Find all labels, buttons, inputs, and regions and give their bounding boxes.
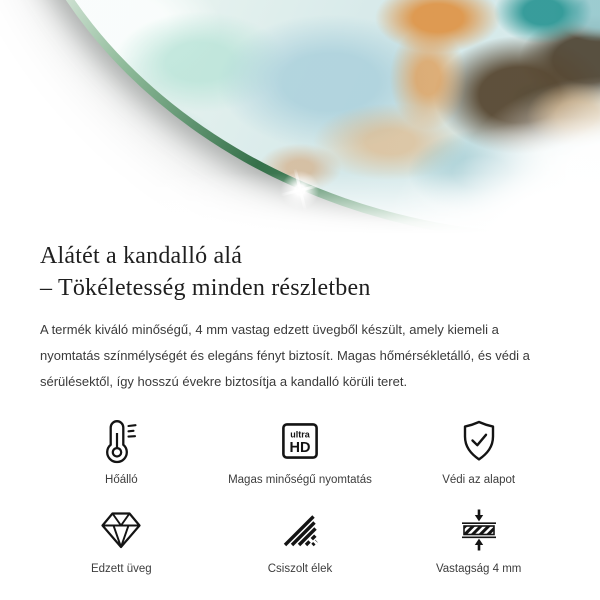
diamond-icon	[99, 506, 143, 554]
shield-check-icon	[459, 417, 499, 465]
product-photo	[0, 0, 600, 234]
feature-heat-resistant	[32, 417, 211, 486]
polished-edge-icon	[280, 506, 320, 554]
feature-label: Védi az alapot	[442, 474, 516, 486]
product-description: A termék kiváló minőségű, 4 mm vastag edzett üvegből készült, amely kiemeli a nyomtatás színmélységét és elegáns fényt biztosít. Magas hőmérsékletálló, és védi a sérülésektől, így hosszú évekre biztosítja a kandalló körüli teret.	[40, 322, 530, 389]
feature-label: Vastagság 4 mm	[435, 563, 522, 575]
feature-label: Csiszolt élek	[267, 563, 333, 575]
svg-text:HD: HD	[289, 440, 311, 456]
feature-label: Magas minőségű nyomtatás	[228, 474, 372, 486]
feature-label: Hőálló	[105, 474, 138, 486]
feature-thickness	[389, 506, 568, 575]
text-content	[0, 240, 600, 395]
title-line-2: – Tökéletesség minden részletben	[40, 275, 371, 301]
svg-text:ultra: ultra	[290, 429, 310, 440]
title-line-1: Alátét a kandalló alá	[40, 243, 243, 269]
feature-label: Edzett üveg	[90, 563, 152, 575]
feature-hd-print	[211, 417, 390, 486]
ultra-hd-icon	[280, 417, 320, 465]
page-title	[40, 240, 560, 304]
feature-protects-base	[389, 417, 568, 486]
thermometer-icon	[101, 417, 141, 465]
feature-tempered-glass	[32, 506, 211, 575]
feature-grid	[0, 417, 600, 575]
thickness-icon	[459, 506, 499, 554]
feature-polished-edges	[211, 506, 390, 575]
